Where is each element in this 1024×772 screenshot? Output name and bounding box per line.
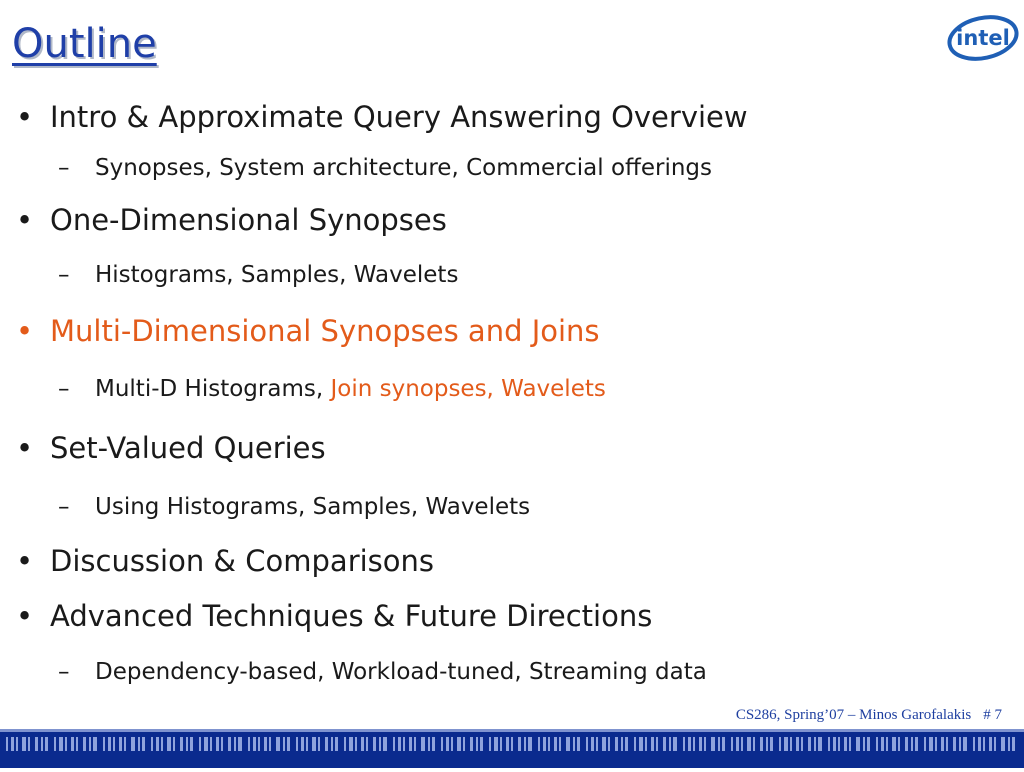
footer-stripe	[35, 737, 38, 751]
footer-stripe	[119, 737, 122, 751]
footer-stripe	[71, 737, 74, 751]
sub-item-2-text: Histograms, Samples, Wavelets	[95, 262, 459, 288]
footer-stripe	[651, 737, 654, 751]
footer-stripe	[494, 737, 498, 751]
footer-stripe	[898, 737, 900, 751]
footer-stripe	[398, 737, 401, 751]
footer-stripe	[204, 737, 208, 751]
footer-stripe	[818, 737, 822, 751]
footer-stripe	[577, 737, 580, 751]
sub-item-3-highlight: Join synopses, Wavelets	[330, 376, 606, 402]
footer-stripe	[301, 737, 304, 751]
footer-stripe	[596, 737, 598, 751]
footer-stripe	[978, 737, 981, 751]
footer-stripe	[180, 737, 183, 751]
footer-stripe	[784, 737, 788, 751]
footer-stripe	[373, 737, 376, 751]
footer-stripe	[361, 737, 364, 751]
footer-stripe	[379, 737, 381, 751]
footer-stripe	[83, 737, 86, 751]
footer-stripe	[489, 737, 491, 751]
footer-stripe	[355, 737, 357, 751]
footer-stripe	[511, 737, 513, 751]
footer-stripe	[269, 737, 271, 751]
footer-stripe	[528, 737, 532, 751]
footer-stripe	[639, 737, 643, 751]
footer-stripe	[524, 737, 526, 751]
footer-stripe	[766, 737, 768, 751]
footer-stripe	[543, 737, 546, 751]
footer-stripe	[983, 737, 985, 751]
footer-stripe	[199, 737, 201, 751]
footer-stripe	[470, 737, 473, 751]
slide-title: Outline	[12, 21, 157, 67]
footer-stripe	[994, 737, 996, 751]
footer-stripe	[228, 737, 231, 751]
footer-stripe	[963, 737, 967, 751]
footer-stripe	[383, 737, 387, 751]
footer-stripe	[973, 737, 975, 751]
footer-course: CS286, Spring’07 – Minos Garofalakis	[735, 707, 972, 723]
footer-stripe	[989, 737, 992, 751]
footer-stripe	[518, 737, 521, 751]
footer-stripe	[779, 737, 781, 751]
footer-stripe	[186, 737, 188, 751]
footer-stripe	[663, 737, 666, 751]
footer-stripe	[656, 737, 658, 751]
footer-stripe	[625, 737, 628, 751]
footer-stripe	[911, 737, 913, 751]
footer-stripe	[935, 737, 937, 751]
footer-stripe	[867, 737, 870, 751]
footer-stripe	[296, 737, 298, 751]
footer-stripe	[89, 737, 91, 751]
footer-stripe	[283, 737, 285, 751]
footer-stripe	[892, 737, 896, 751]
footer-stripe	[760, 737, 763, 751]
footer-stripe	[264, 737, 267, 751]
footer-stripe	[718, 737, 720, 751]
footer-stripe	[770, 737, 773, 751]
footer-stripe	[173, 737, 175, 751]
footer-stripe	[54, 737, 56, 751]
footer-stripe	[566, 737, 570, 751]
footer-stripe	[905, 737, 908, 751]
bullet-item-1-text: Intro & Approximate Query Answering Overview	[50, 100, 748, 134]
footer-stripe	[142, 737, 145, 751]
footer-stripe	[915, 737, 918, 751]
sub-item-1-text: Synopses, System architecture, Commercial offerings	[95, 155, 713, 181]
footer-stripe	[1008, 737, 1010, 751]
footer-bar	[0, 729, 1024, 768]
footer-stripe	[828, 737, 830, 751]
footer-stripe	[151, 737, 153, 751]
footer-stripe	[190, 737, 193, 751]
footer-stripe	[801, 737, 803, 751]
footer-stripe	[59, 737, 63, 751]
footer-stripe	[741, 737, 743, 751]
footer-stripe	[838, 737, 840, 751]
footer-stripe	[65, 737, 67, 751]
dash-marker: –	[58, 376, 70, 402]
footer-stripe	[349, 737, 353, 751]
footer-stripe	[325, 737, 328, 751]
dash-marker: –	[58, 659, 70, 685]
footer-stripe	[704, 737, 706, 751]
footer-stripe	[344, 737, 346, 751]
footer-bar-pattern	[0, 729, 1024, 768]
footer-stripe	[393, 737, 395, 751]
footer-stripe	[559, 737, 561, 751]
footer-stripe	[480, 737, 483, 751]
footer-stripe	[258, 737, 260, 751]
footer-stripe	[403, 737, 405, 751]
footer-stripe	[753, 737, 755, 751]
footer-stripe	[22, 737, 26, 751]
footer-stripe	[124, 737, 126, 751]
footer-stripe	[924, 737, 926, 751]
footer-stripe	[432, 737, 435, 751]
footer-stripe	[796, 737, 799, 751]
footer-stripe	[335, 737, 338, 751]
footer-stripe	[463, 737, 465, 751]
footer-stripe	[287, 737, 290, 751]
footer-stripe	[221, 737, 223, 751]
slide-footer	[736, 707, 1002, 724]
dash-marker: –	[58, 494, 70, 520]
footer-stripe	[669, 737, 671, 751]
footer-stripe	[554, 737, 557, 751]
footer-stripe	[621, 737, 623, 751]
footer-stripe	[844, 737, 847, 751]
footer-stripe	[108, 737, 111, 751]
footer-stripe	[688, 737, 691, 751]
bullet-item-6-text: Advanced Techniques & Future Directions	[50, 599, 653, 633]
footer-stripe	[11, 737, 14, 751]
footer-stripe	[586, 737, 588, 751]
footer-stripe	[312, 737, 316, 751]
footer-stripe	[790, 737, 792, 751]
footer-stripe	[946, 737, 948, 751]
footer-stripe	[863, 737, 865, 751]
footer-stripe	[76, 737, 78, 751]
footer-stripe	[876, 737, 878, 751]
dash-marker: –	[58, 155, 70, 181]
footer-stripe	[234, 737, 236, 751]
intel-logo	[946, 12, 1020, 62]
footer-stripe	[6, 737, 8, 751]
footer-stripe	[476, 737, 478, 751]
footer-stripe	[634, 737, 636, 751]
bullet-marker: •	[16, 203, 34, 237]
footer-stripe	[446, 737, 449, 751]
footer-stripe	[615, 737, 618, 751]
footer-stripe	[103, 737, 105, 751]
sub-item-3-text	[95, 376, 606, 402]
footer-stripe	[138, 737, 140, 751]
bullet-marker: •	[16, 544, 34, 578]
footer-stripe	[428, 737, 430, 751]
footer-stripe	[736, 737, 739, 751]
bullet-marker: •	[16, 599, 34, 633]
footer-stripe	[683, 737, 685, 751]
footer-stripe	[538, 737, 540, 751]
footer-bar-edge	[0, 729, 1024, 732]
bullet-item-4-text: Set-Valued Queries	[50, 431, 326, 465]
footer-stripe	[608, 737, 610, 751]
footer-stripe	[238, 737, 242, 751]
footer-stripe	[28, 737, 30, 751]
footer-stripe	[276, 737, 280, 751]
footer-stripe	[808, 737, 811, 751]
footer-stripe	[814, 737, 816, 751]
footer-stripe	[849, 737, 851, 751]
bullet-item-2-text: One-Dimensional Synopses	[50, 203, 447, 237]
footer-stripe	[929, 737, 933, 751]
footer-stripe	[306, 737, 308, 751]
bullet-item-5-text: Discussion & Comparisons	[50, 544, 435, 578]
footer-stripe	[366, 737, 368, 751]
footer-stripe	[210, 737, 212, 751]
footer-stripe	[248, 737, 250, 751]
footer-stripe	[959, 737, 961, 751]
footer-stripe	[886, 737, 888, 751]
footer-stripe	[441, 737, 443, 751]
footer-stripe	[673, 737, 677, 751]
footer-stripe	[45, 737, 48, 751]
footer-stripe	[747, 737, 751, 751]
bullet-marker: •	[16, 314, 34, 348]
footer-stripe	[699, 737, 702, 751]
footer-stripe	[451, 737, 453, 751]
footer-stripe	[93, 737, 97, 751]
footer-stripe	[722, 737, 725, 751]
footer-stripe	[856, 737, 860, 751]
footer-stripe	[113, 737, 115, 751]
footer-stripe	[941, 737, 944, 751]
sub-item-6-text: Dependency-based, Workload-tuned, Streaming data	[95, 659, 707, 685]
bullet-item-3-text: Multi-Dimensional Synopses and Joins	[50, 314, 600, 348]
footer-stripe	[16, 737, 18, 751]
footer-stripe	[833, 737, 836, 751]
footer-stripe	[591, 737, 594, 751]
sub-item-3-plain: Multi-D Histograms,	[95, 376, 331, 402]
footer-stripe	[318, 737, 320, 751]
footer-stripe	[602, 737, 606, 751]
footer-stripe	[1001, 737, 1005, 751]
dash-marker: –	[58, 262, 70, 288]
footer-stripe	[573, 737, 575, 751]
footer-stripe	[41, 737, 43, 751]
footer-stripe	[167, 737, 171, 751]
footer-stripe	[500, 737, 502, 751]
footer-stripe	[731, 737, 733, 751]
footer-stripe	[953, 737, 956, 751]
footer-stripe	[645, 737, 647, 751]
footer-stripe	[711, 737, 715, 751]
footer-stripe	[506, 737, 509, 751]
page-number: # 7	[983, 707, 1002, 723]
sub-item-4-text: Using Histograms, Samples, Wavelets	[95, 494, 531, 520]
footer-stripe	[548, 737, 550, 751]
svg-text:intel: intel	[956, 26, 1010, 50]
footer-stripe	[156, 737, 159, 751]
footer-stripe	[131, 737, 135, 751]
footer-stripe	[881, 737, 884, 751]
footer-stripe	[161, 737, 163, 751]
bullet-marker: •	[16, 100, 34, 134]
footer-stripe	[331, 737, 333, 751]
footer-stripe	[414, 737, 416, 751]
footer-stripe	[421, 737, 425, 751]
footer-stripe	[216, 737, 219, 751]
footer-stripe	[409, 737, 412, 751]
footer-stripe	[457, 737, 461, 751]
footer-stripe	[1012, 737, 1015, 751]
footer-stripe	[693, 737, 695, 751]
footer-stripe	[253, 737, 256, 751]
bullet-marker: •	[16, 431, 34, 465]
